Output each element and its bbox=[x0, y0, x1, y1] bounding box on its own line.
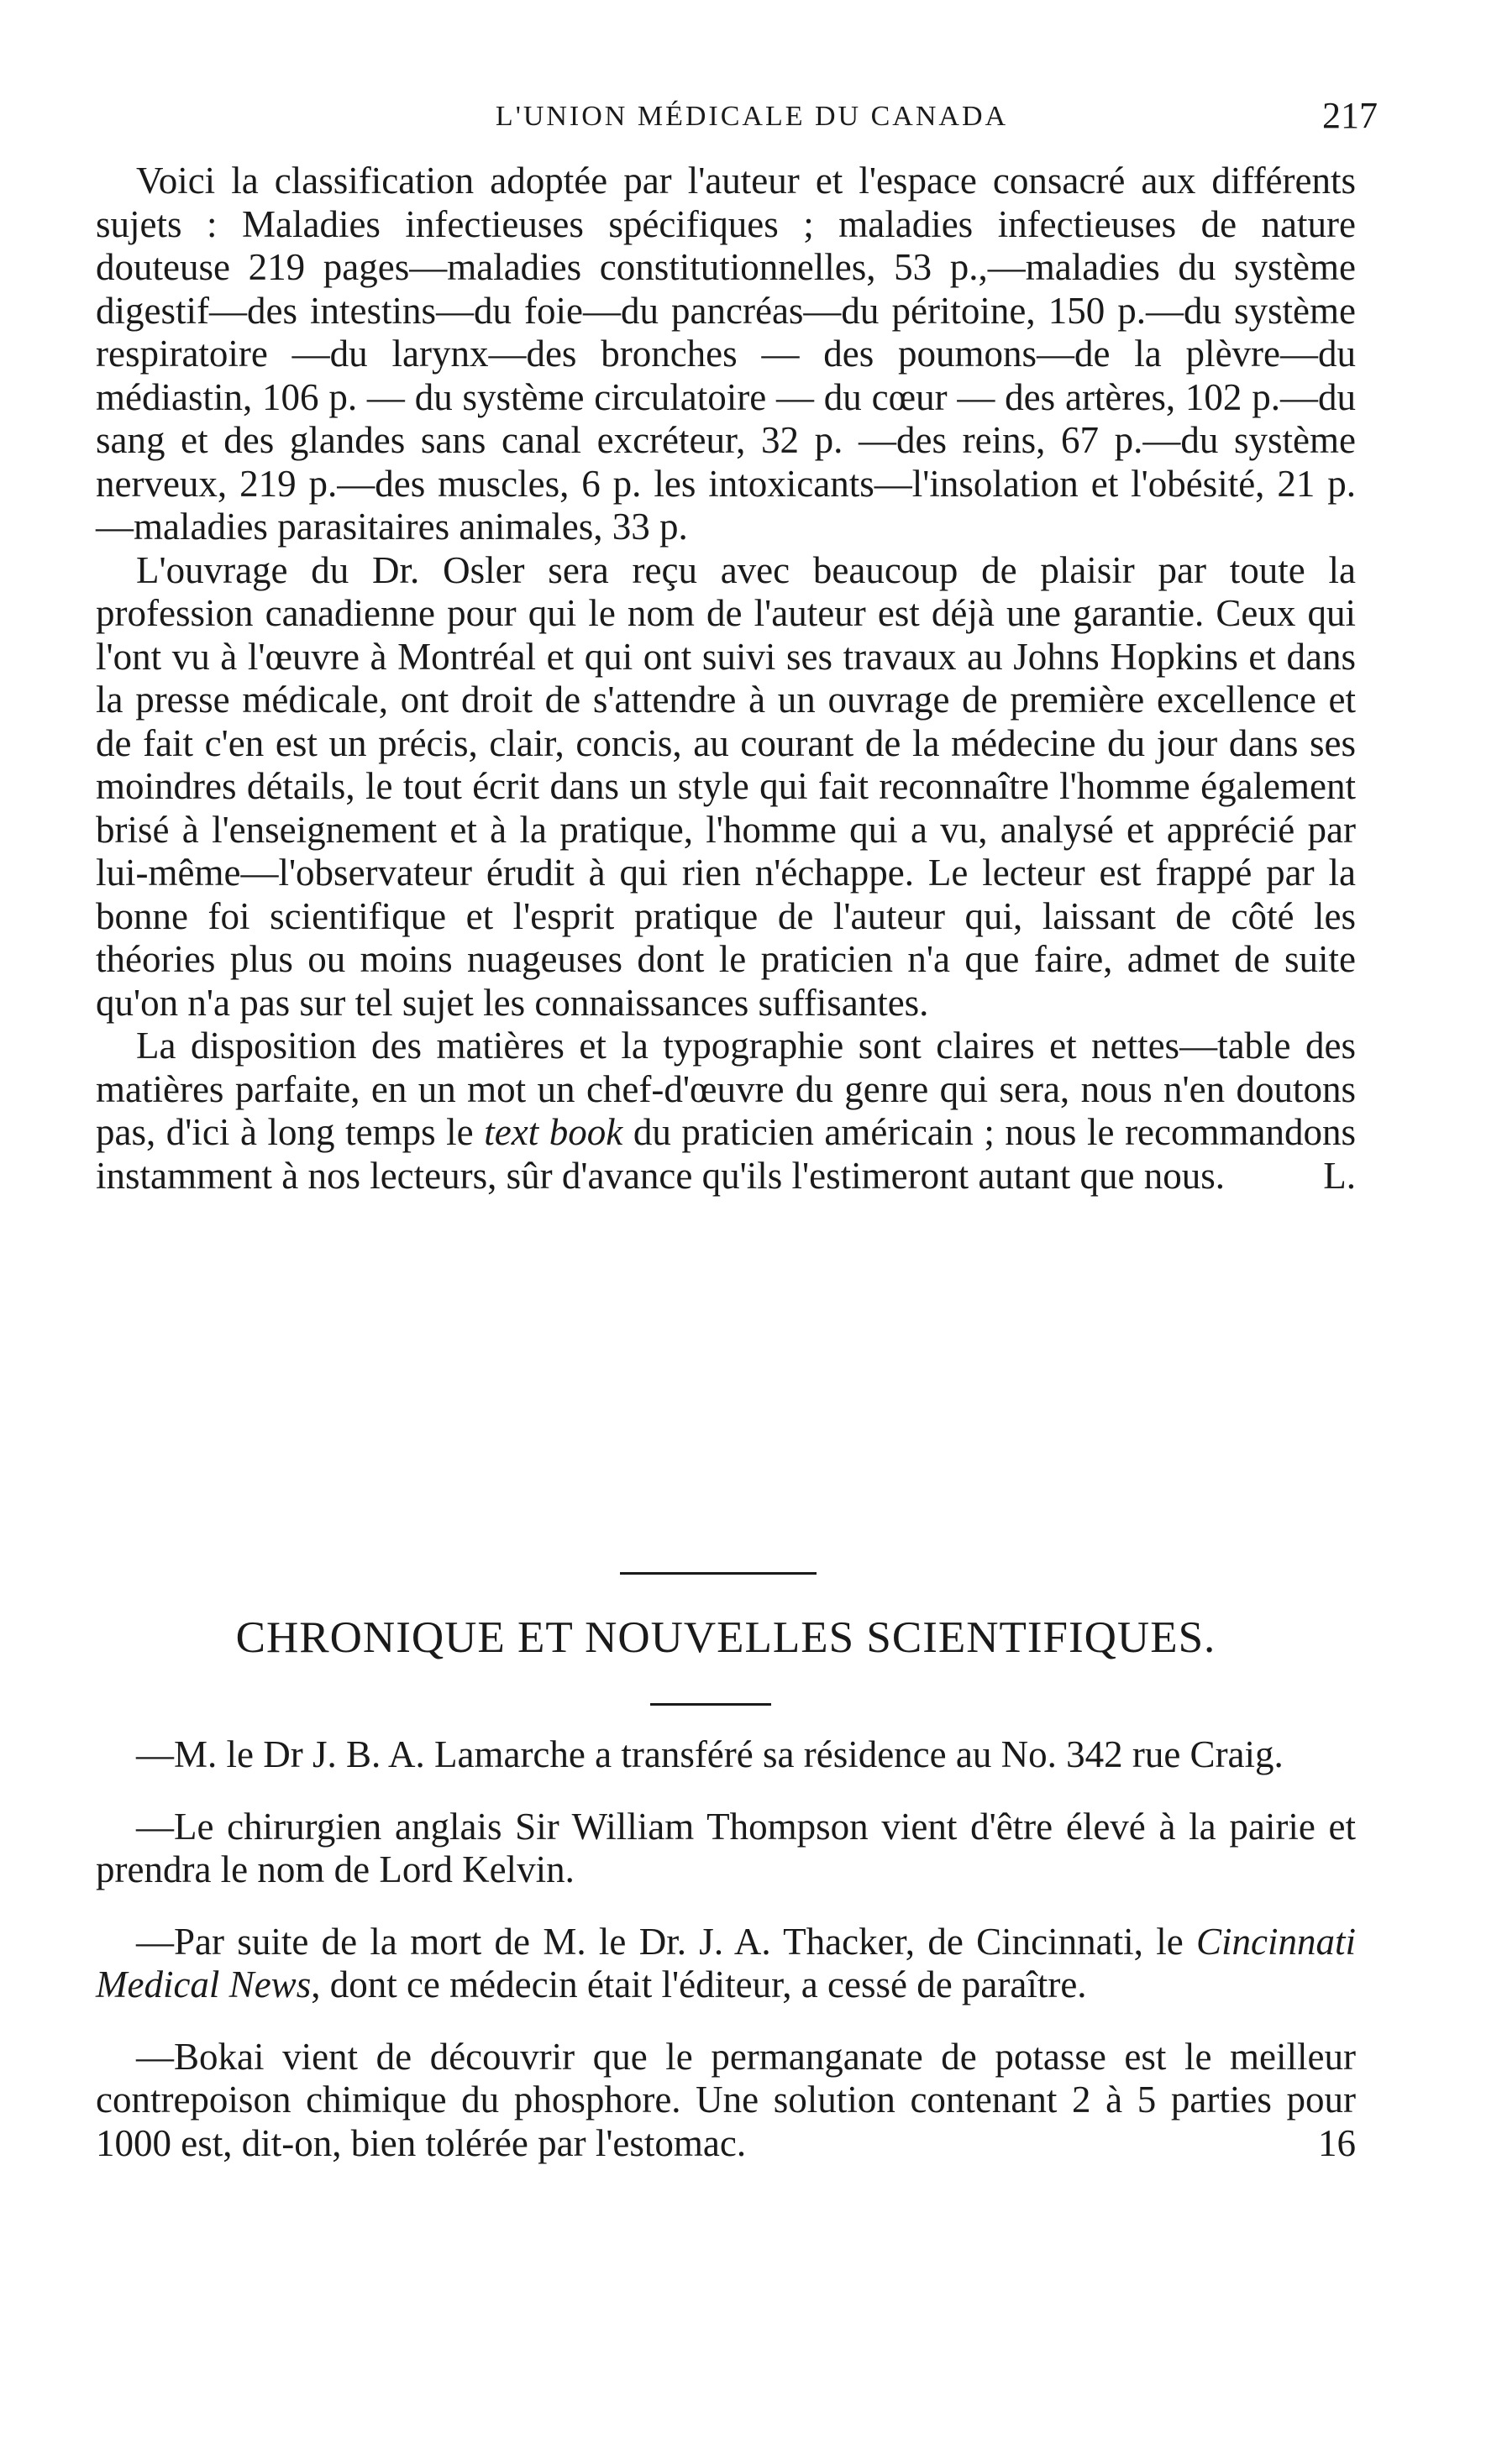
signature-mark: 16 bbox=[1318, 2121, 1356, 2164]
review-paragraph-classification: Voici la classification adoptée par l'auteur et l'espace consacré aux différents sujets : Maladies infectieuses spécifiques ; maladies infectieuses de nature douteuse 219 pages—maladies constitutionnelles, 53 p.,—maladies du système digestif—des intestins—du foie—du pancréas—du péritoine, 150 p.—du système respiratoire —du larynx—des bronches — des poumons—de la plèvre—du médiastin, 106 p. — du système circulatoire — du cœur — des artères, 102 p.—du sang et des glandes sans canal excréteur, 32 p. —des reins, 67 p.—du système nerveux, 219 p.—des muscles, 6 p. les intoxicants—l'insolation et l'obésité, 21 p.—maladies parasitaires animales, 33 p. bbox=[96, 160, 1356, 548]
news-item-thompson: —Le chirurgien anglais Sir William Thompson vient d'être élevé à la pairie et prendra le nom de Lord Kelvin. bbox=[96, 1805, 1356, 1890]
book-review bbox=[96, 160, 1356, 1198]
review-paragraph-osler: L'ouvrage du Dr. Osler sera reçu avec beaucoup de plaisir par toute la profession canadienne pour qui le nom de l'auteur est déjà une garantie. Ceux qui l'ont vu à l'œuvre à Montréal et qui ont suivi ses travaux au Johns Hopkins et dans la presse médicale, ont droit de s'attendre à un ouvrage de première excellence et de fait c'en est un précis, clair, concis, au courant de la médecine du jour dans ses moindres détails, le tout écrit dans un style qui fait reconnaître l'homme également brisé à l'enseignement et à la pratique, l'homme qui a vu, analysé et apprécié par lui-même—l'observateur érudit à qui rien n'échappe. Le lecteur est frappé par la bonne foi scientifique et l'esprit pratique de l'auteur qui, laissant de côté les théories plus ou moins nuageuses dont le praticien n'a que faire, admet de suite qu'on n'a pas sur tel sujet les connaissances suffisantes. bbox=[96, 548, 1356, 1024]
page-header bbox=[126, 91, 1378, 141]
news-item-thacker bbox=[96, 1921, 1356, 2007]
section-heading: CHRONIQUE ET NOUVELLES SCIENTIFIQUES. bbox=[235, 1613, 1216, 1662]
page-number: 217 bbox=[1322, 95, 1378, 136]
news-item-lamarche: —M. le Dr J. B. A. Lamarche a transféré sa résidence au No. 342 rue Craig. bbox=[136, 1733, 1284, 1775]
review-signature: L. bbox=[1323, 1154, 1356, 1197]
review-p3-text-before: La disposition des matières et la typographie sont claires et nettes—table des matières parfaite, en un mot un chef-d'œuvre du genre qui sera, nous n'en doutons pas, d'ici à long temps le bbox=[96, 1025, 1356, 1153]
news-item3-italic: Cincinnati Medical News bbox=[96, 1920, 1356, 2005]
section-divider bbox=[620, 1572, 817, 1575]
review-p3-text-after: du praticien américain ; nous le recommandons instamment à nos lecteurs, sûr d'avance qu'ils l'estimeront autant que nous. bbox=[96, 1111, 1356, 1197]
news-item4-text: —Bokai vient de découvrir que le permanganate de potasse est le meilleur contrepoison chimique du phosphore. Une solution contenant 2 à 5 parties pour 1000 est, dit-on, bien tolérée par l'estomac. bbox=[96, 2035, 1356, 2164]
review-paragraph-disposition bbox=[96, 1025, 1356, 1198]
news-item3-text-before: —Par suite de la mort de M. le Dr. J. A. Thacker, de Cincinnati, le bbox=[136, 1920, 1196, 1963]
news-item-bokai bbox=[96, 2036, 1356, 2166]
heading-underline bbox=[650, 1703, 771, 1706]
news-item3-text-after: , dont ce médecin était l'éditeur, a cessé de paraître. bbox=[311, 1963, 1087, 2005]
review-p3-italic: text book bbox=[484, 1111, 623, 1153]
news-list bbox=[96, 1733, 1356, 2165]
running-head: L'UNION MÉDICALE DU CANADA bbox=[495, 101, 1009, 132]
